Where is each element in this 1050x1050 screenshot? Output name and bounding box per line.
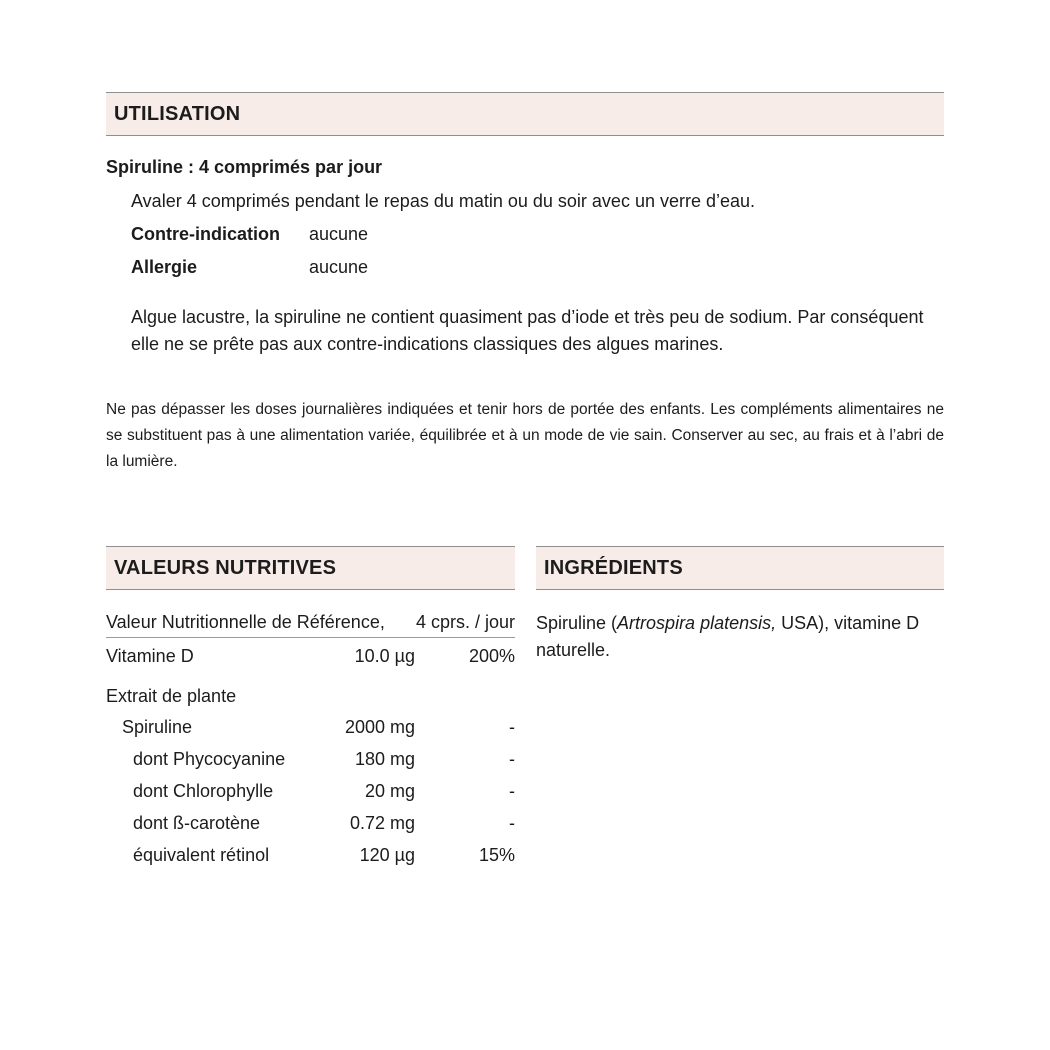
section-header-utilisation	[106, 92, 944, 136]
nutrition-table-header	[106, 608, 515, 638]
nutrient-amount: 120 µg	[359, 845, 415, 865]
table-row	[106, 843, 515, 867]
table-row	[106, 747, 515, 771]
nutrient-group-name: Extrait de plante	[106, 686, 237, 706]
table-row	[106, 779, 515, 803]
section-title-utilisation: UTILISATION	[114, 103, 241, 125]
nutrient-name: Spiruline	[122, 717, 193, 737]
nutrient-amount: 20 mg	[364, 781, 415, 801]
section-title-valeurs-nutritives: VALEURS NUTRITIVES	[114, 557, 337, 579]
nutrient-percent: 15%	[478, 845, 515, 865]
allergie-value: aucune	[309, 257, 369, 277]
nutrient-name: dont ß-carotène	[133, 813, 261, 833]
iodine-note: Algue lacustre, la spiruline ne contient quasiment pas d’iode et très peu de sodium. Par conséquent elle ne se prête pas aux contre-indications classiques des algues marines.	[131, 307, 924, 354]
ingredients-text-end: USA), vitamine D naturelle.	[536, 613, 920, 660]
ingredients-species: Artrospira platensis,	[617, 613, 777, 633]
nutrient-percent: -	[509, 813, 515, 833]
dose-heading: Spiruline : 4 comprimés par jour	[106, 157, 383, 177]
nutrient-amount: 0.72 mg	[349, 813, 415, 833]
table-row	[106, 715, 515, 739]
warning-paragraph: Ne pas dépasser les doses journalières indiquées et tenir hors de portée des enfants. Les compléments alimentaires ne se substituent pas à une alimentation variée, équilibrée et à un mode de vie sain. Conserver au sec, au frais et à l’abri de la lumière.	[106, 401, 944, 470]
allergie-label: Allergie	[131, 257, 198, 277]
section-header-valeurs-nutritives	[106, 546, 515, 590]
nutrient-amount: 2000 mg	[344, 717, 415, 737]
section-title-ingredients: INGRÉDIENTS	[544, 557, 683, 579]
nutrient-amount: 180 mg	[354, 749, 415, 769]
contre-indication-label: Contre-indication	[131, 224, 280, 244]
nutrient-name: Vitamine D	[106, 646, 194, 666]
table-row	[106, 684, 515, 708]
nutrient-name: dont Phycocyanine	[133, 749, 286, 769]
nutrition-header-label: Valeur Nutritionnelle de Référence,	[106, 612, 385, 632]
ingredients-text	[536, 610, 946, 664]
usage-instruction: Avaler 4 comprimés pendant le repas du matin ou du soir avec un verre d’eau.	[131, 191, 756, 211]
nutrient-percent: -	[509, 749, 515, 769]
table-row	[106, 811, 515, 835]
ingredients-text-start: Spiruline (	[536, 613, 618, 633]
nutrition-header-dose: 4 cprs. / jour	[415, 612, 515, 632]
nutrient-amount: 10.0 µg	[354, 646, 415, 666]
nutrient-percent: 200%	[468, 646, 515, 666]
table-row	[106, 644, 515, 668]
contre-indication-value: aucune	[309, 224, 369, 244]
section-header-ingredients	[536, 546, 944, 590]
nutrient-name: équivalent rétinol	[133, 845, 270, 865]
nutrient-name: dont Chlorophylle	[133, 781, 274, 801]
nutrient-percent: -	[509, 781, 515, 801]
nutrient-percent: -	[509, 717, 515, 737]
